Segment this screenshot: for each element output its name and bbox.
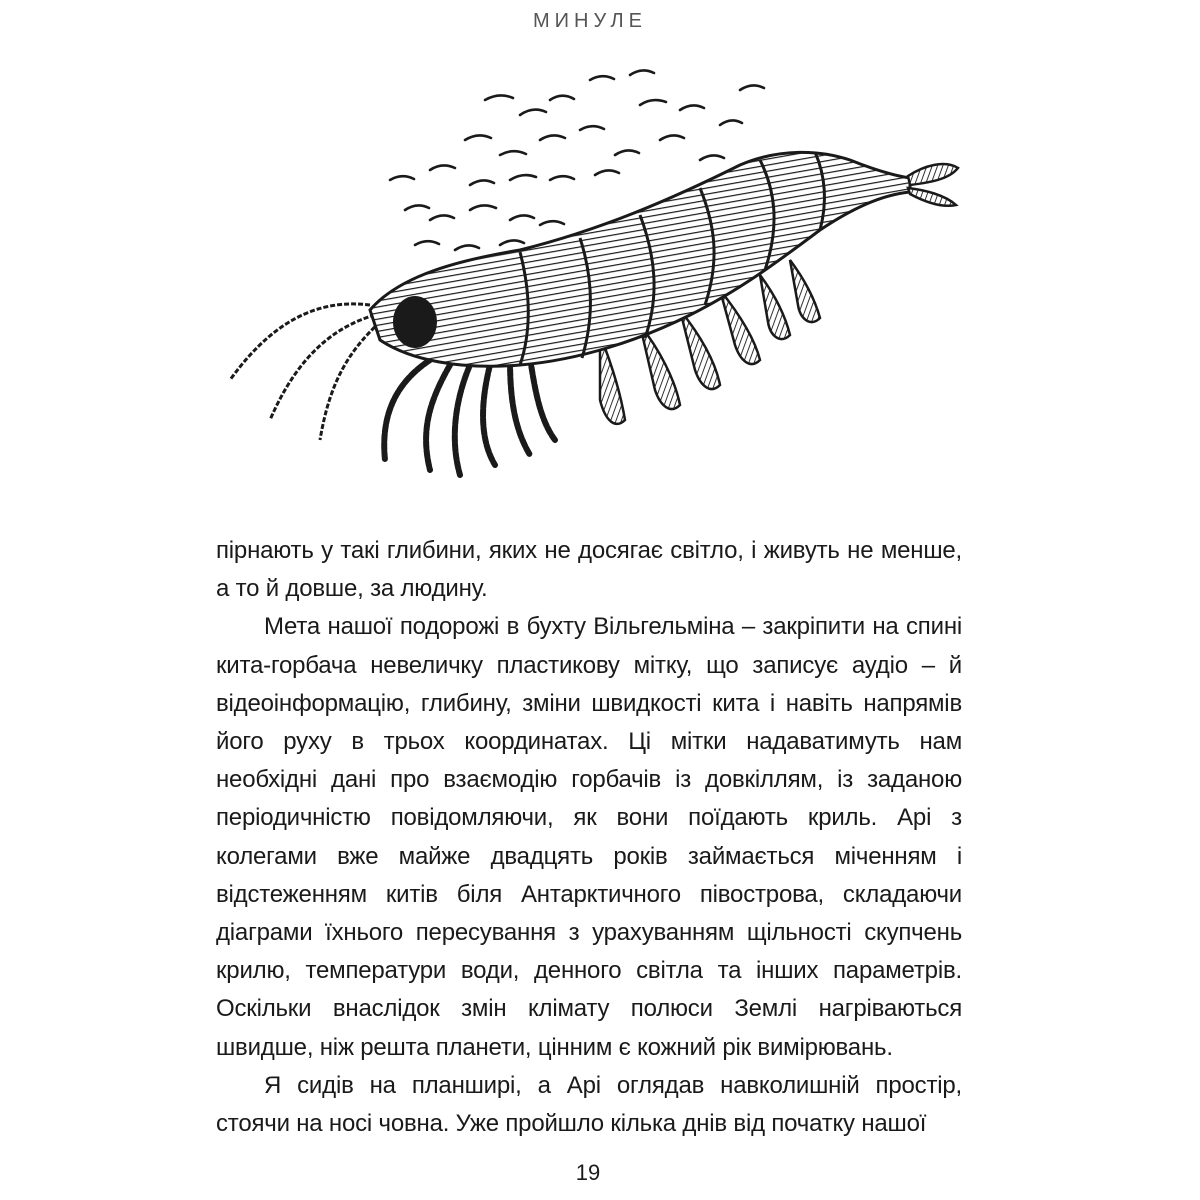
paragraph: Я сидів на планширі, а Арі оглядав навколишній простір, стоячи на носі човна. Уже пройшло кілька днів від початку нашої: [216, 1071, 962, 1138]
paragraph: пірнають у такі глибини, яких не досягає світло, і живуть не менше, а то й довше, за людину.: [216, 537, 962, 603]
krill-body: [370, 152, 910, 366]
paragraph: Мета нашої подорожі в бухту Вільгельміна – закріпити на спині кита-горбача невеличку пластикову мітку, що записує аудіо – й відеоінформацію, глибину, зміни швидкості кита і навіть напрямів його руху в трьох координатах. Ці мітки надаватимуть нам необхідні дані про взаємодію горбачів із довкіллям, із заданою періодичністю повідомляючи, як вони поїдають криль. Арі з колегами вже майже двадцять років займається міченням і відстеженням китів біля Антарктичного півострова, складаючи діаграми їхнього пересування з урахуванням щільності скупчень крилю, температури води, денного світла та інших параметрів. Оскільки внаслідок змін клімату полюси Землі нагріваються швидше, ніж решта планети, цінним є кожний рік вимірювань.: [216, 613, 962, 1061]
antennae: [230, 304, 380, 440]
page-number: 19: [575, 1160, 601, 1185]
legs: [384, 358, 555, 475]
krill-eye: [393, 296, 437, 348]
body-text: [216, 532, 962, 1143]
krill-illustration: [220, 60, 960, 500]
tail-fan: [908, 164, 958, 206]
running-head: МИНУЛЕ: [533, 10, 647, 32]
